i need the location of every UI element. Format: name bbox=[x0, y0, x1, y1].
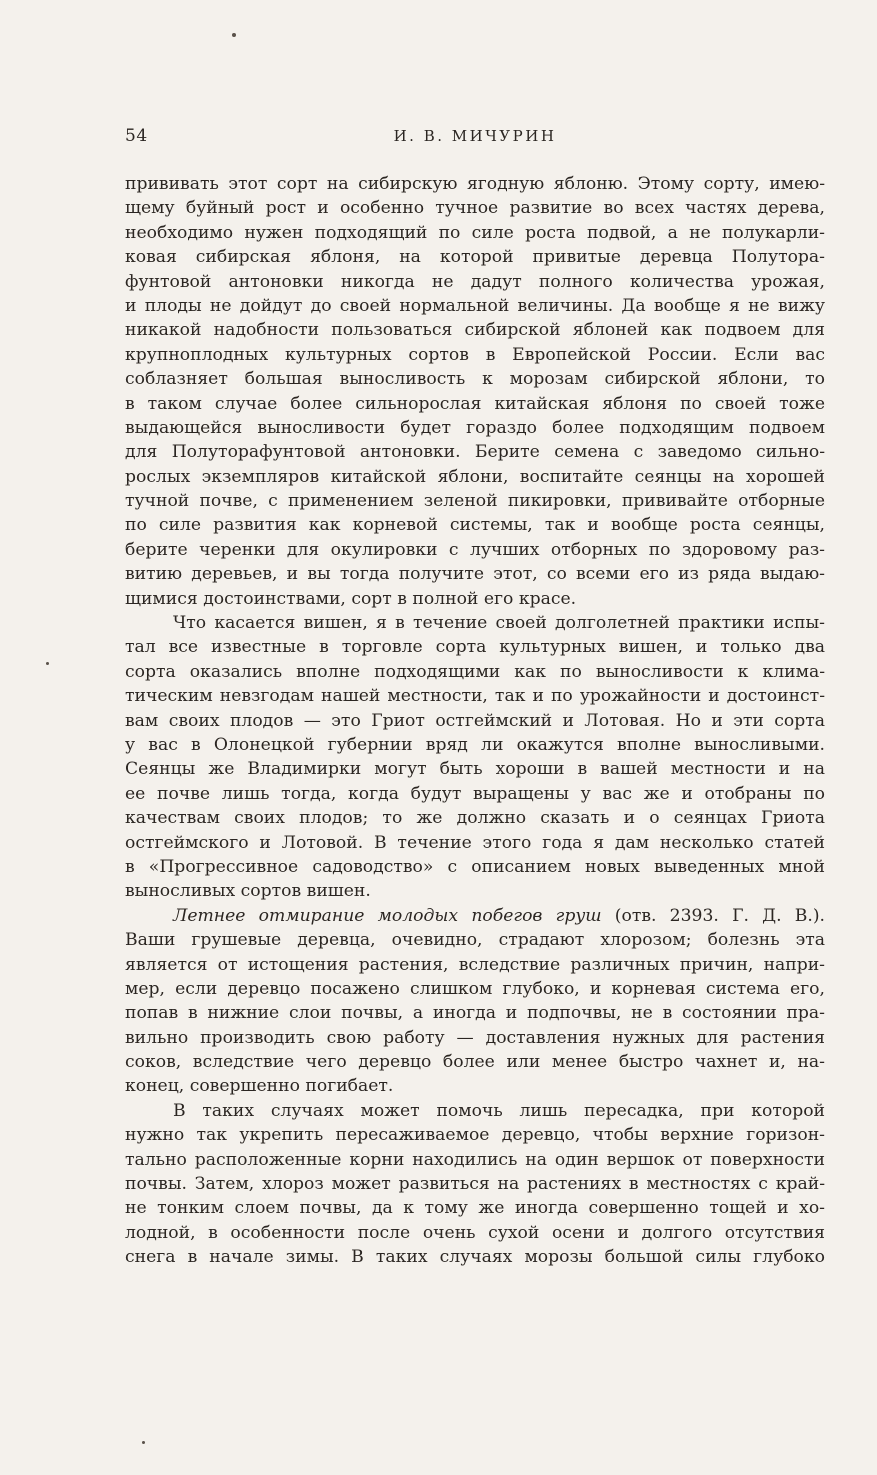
text-line: тал все известные в торговле сорта культурных вишен, и только два bbox=[125, 637, 825, 658]
text-line: по силе развития как корневой системы, так и вообще роста сеянцы, bbox=[125, 515, 825, 536]
paragraph-1 bbox=[125, 172, 825, 611]
text-line: нужно так укрепить пересаживаемое деревцо, чтобы верхние горизон- bbox=[125, 1125, 825, 1146]
text-line: остгеймского и Лотовой. В течение этого года я дам несколько статей bbox=[125, 832, 825, 853]
section-heading-line bbox=[125, 904, 825, 928]
text-line: конец, совершенно погибает. bbox=[125, 1076, 394, 1097]
text-line: Сеянцы же Владимирки могут быть хороши в вашей местности и на bbox=[125, 759, 825, 780]
text-line: Ваши грушевые деревца, очевидно, страдают хлорозом; болезнь эта bbox=[125, 930, 825, 951]
text-line: сорта оказались вполне подходящими как по выносливости к клима- bbox=[125, 661, 825, 682]
text-line: лодной, в особенности после очень сухой осени и долгого отсутствия bbox=[125, 1222, 825, 1243]
text-line: мер, если деревцо посажено слишком глубоко, и корневая система его, bbox=[125, 978, 825, 999]
body-text bbox=[125, 172, 825, 1270]
text-line: качествам своих плодов; то же должно сказать и о сеянцах Гриота bbox=[125, 808, 825, 829]
text-line: никакой надобности пользоваться сибирской яблоней как подвоем для bbox=[125, 320, 825, 341]
text-line: для Полуторафунтовой антоновки. Берите семена с заведомо сильно- bbox=[125, 442, 825, 463]
paragraph-4 bbox=[125, 1099, 825, 1270]
print-speck bbox=[46, 662, 49, 665]
paragraph-3 bbox=[125, 904, 825, 1099]
section-heading: Летнее отмирание молодых побегов груш bbox=[173, 905, 602, 926]
text-line: тально расположенные корни находились на один вершок от поверхности bbox=[125, 1149, 825, 1170]
text-line: необходимо нужен подходящий по силе роста подвой, а не полукарли- bbox=[125, 222, 825, 243]
text-line: В таких случаях может помочь лишь пересадка, при которой bbox=[173, 1100, 825, 1121]
text-line: крупноплодных культурных сортов в Европейской России. Если вас bbox=[125, 344, 825, 365]
text-line: попав в нижние слои почвы, а иногда и подпочвы, не в состоянии пра- bbox=[125, 1003, 825, 1024]
text-line: тучной почве, с применением зеленой пикировки, прививайте отборные bbox=[125, 491, 825, 512]
text-line: в таком случае более сильнорослая китайская яблоня по своей тоже bbox=[125, 393, 825, 414]
text-line: Что касается вишен, я в течение своей долголетней практики испы- bbox=[173, 613, 825, 634]
text-line: является от истощения растения, вследствие различных причин, напри- bbox=[125, 954, 825, 975]
running-head bbox=[125, 126, 825, 154]
text-line: берите черенки для окулировки с лучших отборных по здоровому раз- bbox=[125, 539, 825, 560]
text-line: выдающейся выносливости будет гораздо более подходящим подвоем bbox=[125, 417, 825, 438]
paragraph-2 bbox=[125, 611, 825, 904]
text-line: ее почве лишь тогда, когда будут выращены у вас же и отобраны по bbox=[125, 783, 825, 804]
print-speck bbox=[142, 1441, 145, 1444]
page-number: 54 bbox=[125, 126, 148, 146]
text-line: у вас в Олонецкой губернии вряд ли окажутся вполне выносливыми. bbox=[125, 734, 825, 755]
answer-reference: (отв. 2393. Г. Д. В.). bbox=[601, 905, 825, 926]
text-line: выносливых сортов вишен. bbox=[125, 881, 371, 902]
text-line: не тонким слоем почвы, да к тому же иногда совершенно тощей и хо- bbox=[125, 1198, 825, 1219]
text-line: щимися достоинствами, сорт в полной его красе. bbox=[125, 588, 577, 609]
text-line: снега в начале зимы. В таких случаях морозы большой силы глубоко bbox=[125, 1247, 825, 1268]
text-line: прививать этот сорт на сибирскую ягодную яблоню. Этому сорту, имею- bbox=[125, 174, 825, 194]
running-title: И. В. МИЧУРИН bbox=[393, 127, 557, 145]
text-line: рослых экземпляров китайской яблони, воспитайте сеянцы на хорошей bbox=[125, 466, 825, 487]
text-line: щему буйный рост и особенно тучное развитие во всех частях дерева, bbox=[125, 198, 825, 219]
print-speck bbox=[232, 33, 236, 37]
text-line: и плоды не дойдут до своей нормальной величины. Да вообще я не вижу bbox=[125, 295, 825, 316]
text-line: в «Прогрессивное садоводство» с описанием новых выведенных мной bbox=[125, 856, 825, 877]
text-line: соков, вследствие чего деревцо более или менее быстро чахнет и, на- bbox=[125, 1052, 825, 1073]
text-line: ковая сибирская яблоня, на которой привитые деревца Полутора- bbox=[125, 247, 825, 268]
text-line: соблазняет большая выносливость к морозам сибирской яблони, то bbox=[125, 369, 825, 390]
text-line: тическим невзгодам нашей местности, так и по урожайности и достоинст- bbox=[125, 686, 825, 707]
text-line: фунтовой антоновки никогда не дадут полного количества урожая, bbox=[125, 271, 825, 292]
text-line: вам своих плодов — это Гриот остгеймский и Лотовая. Но и эти сорта bbox=[125, 710, 825, 731]
text-line: почвы. Затем, хлороз может развиться на растениях в местностях с край- bbox=[125, 1174, 825, 1195]
text-line: витию деревьев, и вы тогда получите этот, со всеми его из ряда выдаю- bbox=[125, 564, 825, 585]
text-line: вильно производить свою работу — доставления нужных для растения bbox=[125, 1027, 825, 1048]
